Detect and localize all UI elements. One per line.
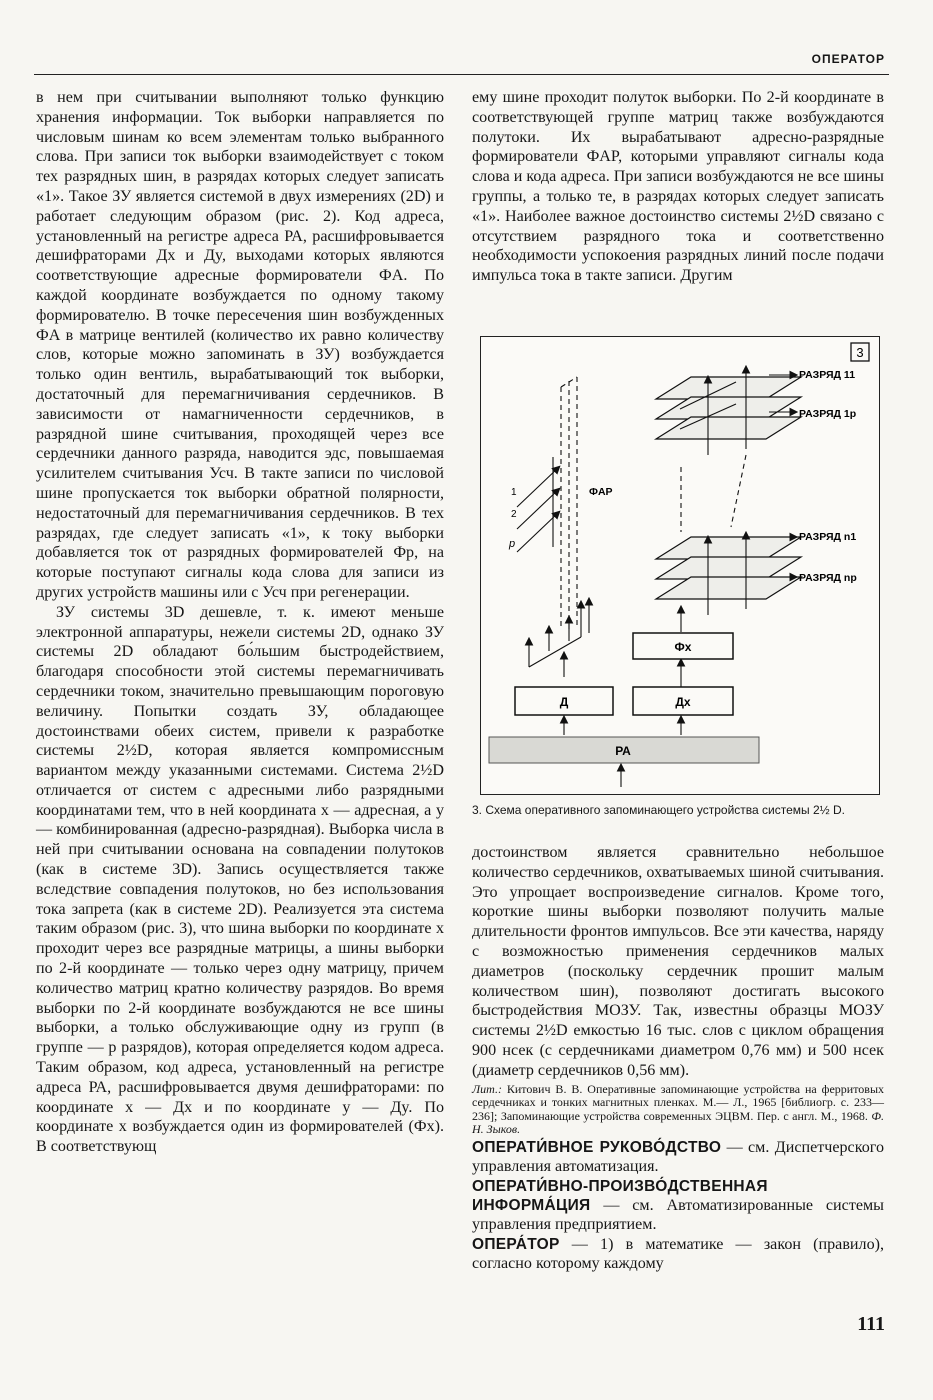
page-number: 111 — [857, 1313, 885, 1335]
right-paragraph-bottom: достоинством является сравнительно небольшое количество сердечников, охватываемых шиной считывания. Это упрощает воспроизведение сигналов. Кроме того, короткие шины выборки позволяют получить малые длительности фронтов импульсов. Все эти качества, наряду с возможностью применения сердечников малых диаметров (поскольку сердечник прошит малым количеством шин), позволяют достигать высокого быстродействия МОЗУ. Так, известны образцы МОЗУ системы 2½D емкостью 16 тыс. слов с циклом обращения 900 нсек (с сердечниками диаметром 0,76 мм) и 500 нсек (диаметр сердечников 0,56 мм). — [472, 844, 884, 1079]
matrix-plane-n1 — [656, 537, 801, 559]
left-column — [36, 88, 444, 1157]
label-fx: Фx — [674, 640, 692, 654]
dictionary-entry-1 — [472, 1138, 884, 1176]
matrix-group-1 — [656, 377, 801, 439]
label-pa: РА — [615, 744, 631, 758]
figure-3 — [480, 336, 880, 795]
left-paragraph-1: в нем при считывании выполняют только функцию хранения информации. Ток выборки направляется по числовым шинам ко всем элементам только выбранного слова. При записи ток выборки взаимодействует с током тех разрядных шин, в разрядах которых следует записать «1». Такое ЗУ является системой в двух измерениях (2D) и работает следующим образом (рис. 2). Код адреса, установленный на регистре адреса РА, расшифровывается дешифраторами Дx и Дy, выходами которых являются соответствующие адресные формирователи ФA. По каждой координате возбуждается по одному такому формирователю. В точке пересечения шин возбужденных ФA в матрице вентилей (количество их равно количеству слов, которые можно запоминать в ЗУ) возбуждается только один вентиль, вырабатывающий ток выборки, достаточный для перемагничивания сердечников. В зависимости от намагниченности сердечников, в разрядной шине считывания, проходящей через все сердечники данного разряда, наводится эдс, повышаемая усилителем считывания Усч. В такте записи по числовой шине пропускается ток выборки обратной полярности, недостаточный для перемагничивания сердечников. В тех разрядах, где следует записать «1», к току выборки добавляется ток от разрядных формирователей Фр, на которые поступают сигналы кода слова для записи из других устройств машины или с Усч при регенерации. — [36, 89, 444, 601]
label-rnp: РАЗРЯД np — [799, 572, 857, 584]
matrix-plane-11 — [656, 377, 801, 399]
label-input-p: p — [509, 538, 516, 550]
memory-scheme-diagram — [481, 337, 879, 794]
figure-caption: 3. Схема оперативного запоминающего устройства системы 2½ D. — [472, 803, 845, 817]
entry-2-text: — см. Автоматизированные системы управления предприятием. — [472, 1196, 884, 1233]
label-input-1: 1 — [511, 487, 517, 498]
figure-number: 3 — [856, 345, 864, 360]
entry-1-head: ОПЕРАТИ́ВНОЕ РУКОВО́ДСТВО — [472, 1138, 722, 1156]
label-input-2: 2 — [511, 509, 517, 520]
label-d: Д — [559, 695, 569, 709]
literature-label: Лит.: — [472, 1081, 502, 1096]
entry-1-text: — см. Диспетчерского управления автоматизация. — [472, 1138, 884, 1175]
right-column-bottom — [472, 843, 884, 1273]
entry-3-head: ОПЕРА́ТОР — [472, 1235, 560, 1253]
label-rn1: РАЗРЯД n1 — [799, 531, 857, 543]
header-rule — [34, 74, 889, 75]
dictionary-entry-3 — [472, 1235, 884, 1273]
dictionary-entry-2 — [472, 1177, 884, 1234]
matrix-plane-np — [656, 577, 801, 599]
label-r11: РАЗРЯД 11 — [799, 369, 856, 381]
label-dx: Дx — [675, 695, 691, 709]
literature — [472, 1083, 884, 1137]
right-column-top — [472, 88, 884, 286]
right-paragraph-top: ему шине проходит полуток выборки. По 2-й координате в соответствующей группе матриц также возбуждаются полутоки. Их вырабатывают адресно-разрядные формирователи ФAP, которыми управляют сигналы кода слова и кода адреса. При записи возбуждаются не все шины группы, а только те, в разрядах которых следует записать «1». Наиболее важное достоинство системы 2½D связано с отсутствием разрядного тока и соответственно необходимости успокоения разрядных линий после подачи импульса тока в такте записи. Другим — [472, 89, 884, 285]
label-r1p: РАЗРЯД 1p — [799, 408, 857, 420]
literature-text: Китович В. В. Оперативные запоминающие устройства на ферритовых сердечниках и тонких магнитных пленках. М.— Л., 1965 [библиогр. с. 233—236]; Запоминающие устройства современных ЭЦВМ. Пер. с англ. М., 1968. — [472, 1081, 885, 1123]
entry-2-head: ОПЕРАТИ́ВНО-ПРОИЗВО́ДСТВЕННАЯ ИНФОРМА́ЦИЯ — [472, 1177, 768, 1214]
left-paragraph-2: ЗУ системы 3D дешевле, т. к. имеют меньше электронной аппаратуры, нежели системы 2D, однако ЗУ системы 2D обладают бо́льшим быстродействием, благодаря способности этой системы перемагничивать сердечники током, значительно превышающим пороговую величину. Попытки создать ЗУ, обладающее достоинствами обеих систем, привели к разработке системы 2½D, которая является компромиссным вариантом между указанными системами. Система 2½D отличается от систем с адресными либо разрядными координатами тем, что в ней координата x — адресная, а y — комбинированная (адресно-разрядная). Выборка числа в ней при считывании основана на совпадении полутоков (как в системе 3D). Запись осуществляется также вследствие совпадения полутоков, но без использования тока запрета (как в системе 2D). Реализуется эта система таким образом (рис. 3), что шина выборки по координате x проходит через все разрядные матрицы, а шины выборки по 2-й координате — только через одну матрицу, причем количество матриц кратно количеству разрядов. Во время выборки по 2-й координате возбуждаются не все шины выборки, а только обслуживающие одну из групп (в группе — p разрядов), которая определяется кодом адреса. Таким образом, код адреса, установленный на регистре адреса РА, расшифровывается двумя дешифраторами: по координате x — Дx и по координате y — Дy. По координате x возбуждается один из формирователей (Фx). В соответствующ — [36, 603, 444, 1156]
running-header: ОПЕРАТОР — [811, 52, 885, 66]
entry-3-text: — 1) в математике — закон (правило), согласно которому каждому — [472, 1235, 884, 1272]
label-far: ФAP — [589, 486, 613, 498]
matrix-group-2 — [656, 537, 801, 599]
matrix-plane-1p — [656, 417, 801, 439]
literature-author: Ф. Н. Зыков. — [472, 1108, 885, 1137]
